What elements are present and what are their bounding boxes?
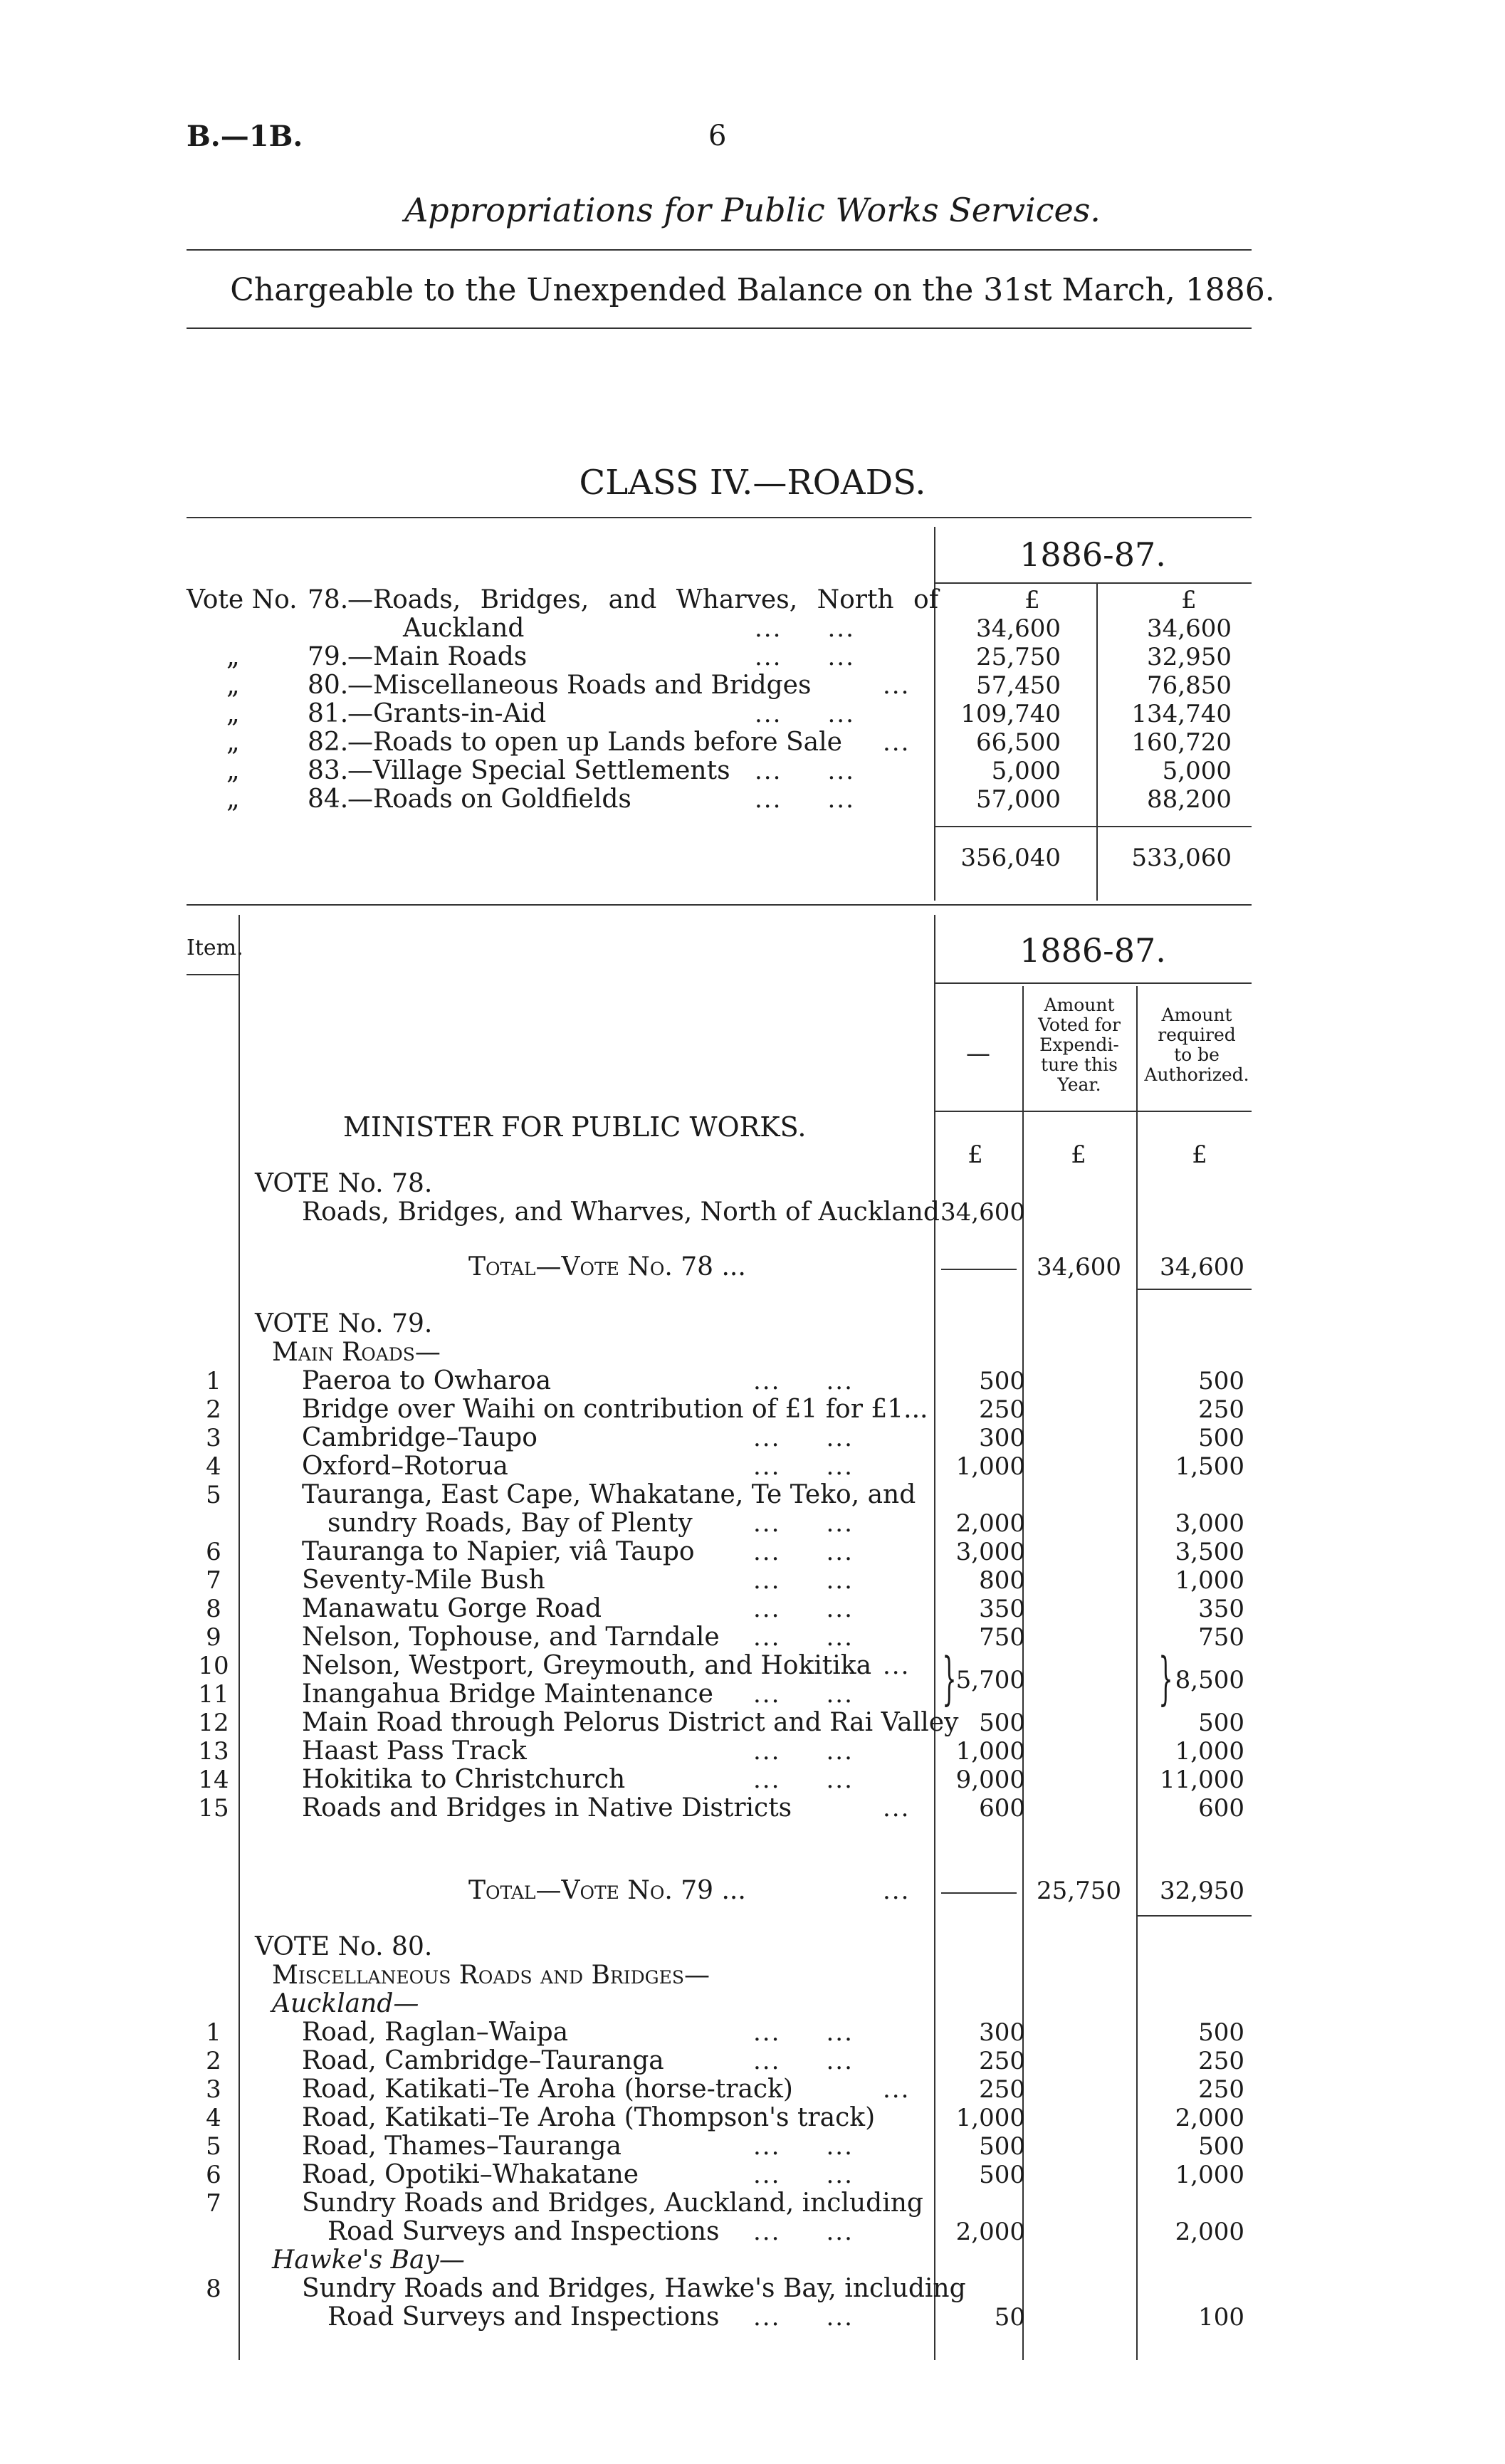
item-required: 3,500 <box>1175 1538 1244 1566</box>
item-required: 250 <box>1198 1395 1244 1424</box>
item-number: 7 <box>206 1566 221 1595</box>
leader-dots: ... ... <box>753 1538 854 1566</box>
leader-dots: ... <box>883 671 911 700</box>
col2-header-line: Amount <box>1044 995 1115 1015</box>
item-amount: 500 <box>979 1367 1025 1395</box>
item-required: 500 <box>1198 1367 1244 1395</box>
vote78-total-voted: 34,600 <box>1037 1253 1121 1281</box>
leader-dots: ... <box>883 1794 911 1823</box>
item-number: 8 <box>206 1595 221 1623</box>
item-required: 1,500 <box>1175 1452 1244 1481</box>
leader-dots: ... ... <box>753 1367 854 1395</box>
summary-vote-no: 81. <box>308 699 349 728</box>
currency-col1: £ <box>968 1141 983 1169</box>
summary-vote-label: —Roads on Goldfields <box>347 785 631 814</box>
col3-header-line: to be <box>1174 1044 1220 1065</box>
item-text: Road, Raglan–Waipa <box>302 2018 569 2047</box>
bracket-brace: } <box>942 1645 957 1711</box>
ditto-mark: „ <box>226 785 240 814</box>
leader-dots: ... ... <box>753 2018 854 2047</box>
item-amount: 1,000 <box>955 1737 1025 1766</box>
page-number: 6 <box>708 120 727 152</box>
vote79-total-required: 32,950 <box>1160 1877 1244 1905</box>
item-number: 13 <box>198 1737 229 1766</box>
item-text: Seventy-Mile Bush <box>302 1566 545 1595</box>
item-required: 750 <box>1198 1623 1244 1652</box>
summary-year-rule <box>934 582 1252 584</box>
item-number: 3 <box>206 2075 221 2104</box>
summary-vote-label: —Roads to open up Lands before Sale <box>347 728 842 757</box>
ditto-mark: „ <box>226 699 240 728</box>
item-required: 100 <box>1198 2303 1244 2332</box>
col2-header-line: Voted for <box>1038 1015 1121 1035</box>
item-number: 6 <box>206 1538 221 1566</box>
summary-amount-b: 134,740 <box>1131 700 1232 728</box>
currency-col2: £ <box>1071 1141 1086 1169</box>
item-required: 350 <box>1198 1595 1244 1623</box>
summary-vote-label: —Village Special Settlements <box>347 756 730 785</box>
vote78-total-label: Total—Vote No. 78 ... <box>468 1252 746 1281</box>
summary-total-a: 356,040 <box>960 844 1061 872</box>
summary-vote-label: —Grants-in-Aid <box>347 699 547 728</box>
item-required: 500 <box>1198 1709 1244 1737</box>
item-number: 8 <box>206 2275 221 2303</box>
item-required: 250 <box>1198 2047 1244 2075</box>
item-number: 11 <box>198 1680 229 1709</box>
summary-amount-a: 57,000 <box>976 785 1061 814</box>
leader-dots: ... ... <box>753 2218 854 2246</box>
vote80-subtitle: Miscellaneous Roads and Bridges— <box>272 1961 710 1990</box>
item-number: 6 <box>206 2161 221 2189</box>
item-number: 7 <box>206 2189 221 2218</box>
leader-dots: ... ... <box>753 1424 854 1452</box>
item-number: 3 <box>206 1424 221 1452</box>
item-text: Main Road through Pelorus District and Rai Valley <box>302 1708 959 1737</box>
summary-amount-a: 5,000 <box>991 757 1061 785</box>
summary-currency-a: £ <box>1024 586 1040 614</box>
item-text: Oxford–Rotorua <box>302 1452 508 1481</box>
item-number: 15 <box>198 1794 229 1823</box>
summary-amount-b: 34,600 <box>1147 614 1232 643</box>
leader-dots: ... ... <box>755 785 855 814</box>
item-text: Hokitika to Christchurch <box>302 1765 626 1794</box>
summary-amount-a: 25,750 <box>976 643 1061 671</box>
item-number: 5 <box>206 1481 221 1509</box>
item-text: Paeroa to Owharoa <box>302 1366 552 1395</box>
item-required: 8,500 <box>1175 1666 1244 1694</box>
subtitle-rule <box>187 327 1252 329</box>
leader-dots: ... ... <box>753 2161 854 2189</box>
summary-total-b: 533,060 <box>1131 844 1232 872</box>
summary-amount-a: 109,740 <box>960 700 1061 728</box>
item-col-divider <box>238 915 240 2360</box>
item-text: Nelson, Westport, Greymouth, and Hokitika <box>302 1651 872 1680</box>
item-number: 5 <box>206 2132 221 2161</box>
col3-header-line: required <box>1158 1024 1236 1045</box>
summary-amount-b: 88,200 <box>1147 785 1232 814</box>
item-required: 250 <box>1198 2075 1244 2104</box>
leader-dots: ... ... <box>753 1509 854 1538</box>
item-text: Road, Katikati–Te Aroha (Thompson's track) <box>302 2103 876 2132</box>
summary-prefix: Vote No. <box>187 585 298 614</box>
item-text: Haast Pass Track <box>302 1736 527 1766</box>
item-amount: 500 <box>979 2132 1025 2161</box>
summary-vote-no: 82. <box>308 728 349 757</box>
ditto-mark: „ <box>226 642 240 671</box>
dash-rule <box>941 1269 1017 1270</box>
item-amount: 1,000 <box>955 2104 1025 2132</box>
item-number: 10 <box>198 1652 229 1680</box>
leader-dots: ... <box>883 2075 911 2104</box>
page-title: Appropriations for Public Works Services. <box>404 191 1101 229</box>
summary-vote-no: 78. <box>308 585 349 614</box>
vote78-title: VOTE No. 78. <box>255 1169 433 1198</box>
title-rule <box>187 249 1252 251</box>
summary-vote-label: —Miscellaneous Roads and Bridges <box>347 671 812 700</box>
detail-year-rule <box>934 982 1252 984</box>
page-reference: B.—1B. <box>187 120 303 153</box>
item-text: Road, Thames–Tauranga <box>302 2132 622 2161</box>
vote79-total-label: Total—Vote No. 79 ... <box>468 1876 746 1905</box>
region-heading: Auckland— <box>272 1989 419 2018</box>
item-amount: 600 <box>979 1794 1025 1823</box>
summary-vote-label: —Main Roads <box>347 642 528 671</box>
vote78-total-required: 34,600 <box>1160 1253 1244 1281</box>
summary-amount-a: 57,450 <box>976 671 1061 700</box>
item-text: Cambridge–Taupo <box>302 1423 538 1452</box>
item-amount: 2,000 <box>955 1509 1025 1538</box>
dash-rule <box>941 1892 1017 1894</box>
summary-vote-no: 79. <box>308 642 349 671</box>
item-amount: 1,000 <box>955 1452 1025 1481</box>
summary-year: 1886-87. <box>1019 535 1166 574</box>
item-required: 3,000 <box>1175 1509 1244 1538</box>
col1-header: — <box>966 1039 990 1068</box>
col3-header-line: Authorized. <box>1144 1064 1249 1085</box>
class-heading: CLASS IV.—ROADS. <box>579 463 926 503</box>
summary-vote-no: 83. <box>308 756 349 785</box>
item-required: 600 <box>1198 1794 1244 1823</box>
item-header: Item. <box>187 935 243 960</box>
minister-heading: MINISTER FOR PUBLIC WORKS. <box>343 1111 807 1143</box>
leader-dots: ... <box>883 728 911 757</box>
summary-amount-a: 34,600 <box>976 614 1061 643</box>
item-number: 1 <box>206 2018 221 2047</box>
col2-header-line: ture this <box>1041 1054 1118 1075</box>
summary-vote-label: —Roads, Bridges, and Wharves, North of <box>347 585 939 614</box>
col-header-rule <box>934 1111 1252 1112</box>
item-number: 9 <box>206 1623 221 1652</box>
page-subtitle: Chargeable to the Unexpended Balance on the 31st March, 1886. <box>230 272 1275 308</box>
vote78-line: Roads, Bridges, and Wharves, North of Auckland <box>302 1197 940 1227</box>
item-header-rule <box>187 974 238 975</box>
leader-dots: ... ... <box>753 2047 854 2075</box>
summary-amount-b: 76,850 <box>1147 671 1232 700</box>
item-amount: 2,000 <box>955 2218 1025 2246</box>
item-number: 4 <box>206 2104 221 2132</box>
item-number: 12 <box>198 1709 229 1737</box>
summary-amount-a: 66,500 <box>976 728 1061 757</box>
item-text: Roads and Bridges in Native Districts <box>302 1793 792 1823</box>
item-required: 11,000 <box>1160 1766 1244 1794</box>
item-text: Road, Cambridge–Tauranga <box>302 2046 664 2075</box>
item-amount: 750 <box>979 1623 1025 1652</box>
item-text: Sundry Roads and Bridges, Auckland, including <box>302 2188 923 2218</box>
col2-header <box>1022 995 1136 1095</box>
summary-amount-b: 160,720 <box>1131 728 1232 757</box>
leader-dots: ... ... <box>755 614 855 643</box>
col2-header-line: Year. <box>1057 1074 1101 1095</box>
item-required: 500 <box>1198 2018 1244 2047</box>
vote79-title: VOTE No. 79. <box>255 1309 433 1338</box>
ditto-mark: „ <box>226 671 240 700</box>
item-amount: 50 <box>994 2303 1025 2332</box>
summary-currency-b: £ <box>1181 586 1197 614</box>
col3-header <box>1136 1005 1257 1085</box>
item-number: 1 <box>206 1367 221 1395</box>
bracket-brace: } <box>1158 1645 1173 1711</box>
leader-dots: ... ... <box>755 643 855 671</box>
item-amount: 500 <box>979 2161 1025 2189</box>
vote80-title: VOTE No. 80. <box>255 1932 433 1961</box>
leader-dots: ... ... <box>753 1737 854 1766</box>
summary-amount-b: 32,950 <box>1147 643 1232 671</box>
item-amount: 250 <box>979 2075 1025 2104</box>
col3-header-line: Amount <box>1161 1005 1232 1025</box>
summary-total-rule <box>934 826 1252 827</box>
detail-top-rule <box>187 904 1252 906</box>
item-text: Nelson, Tophouse, and Tarndale <box>302 1622 720 1652</box>
item-amount: 300 <box>979 2018 1025 2047</box>
item-required: 1,000 <box>1175 1566 1244 1595</box>
item-amount: 500 <box>979 1709 1025 1737</box>
item-text-cont: sundry Roads, Bay of Plenty <box>327 1509 693 1538</box>
item-text: Sundry Roads and Bridges, Hawke's Bay, including <box>302 2274 966 2303</box>
col3-underline <box>1138 1915 1252 1917</box>
item-required: 1,000 <box>1175 2161 1244 2189</box>
leader-dots: ... ... <box>753 1680 854 1709</box>
leader-dots: ... ... <box>753 1595 854 1623</box>
item-text-cont: Road Surveys and Inspections <box>327 2302 720 2332</box>
region-heading: Hawke's Bay— <box>272 2245 465 2275</box>
item-number: 2 <box>206 1395 221 1424</box>
item-text: Road, Katikati–Te Aroha (horse-track) <box>302 2075 793 2104</box>
item-text: Bridge over Waihi on contribution of £1 for £1... <box>302 1395 928 1424</box>
item-text: Tauranga to Napier, viâ Taupo <box>302 1537 695 1566</box>
item-amount: 250 <box>979 1395 1025 1424</box>
summary-vote-no: 80. <box>308 671 349 700</box>
item-text-cont: Road Surveys and Inspections <box>327 2217 720 2246</box>
item-required: 500 <box>1198 2132 1244 2161</box>
item-amount: 9,000 <box>955 1766 1025 1794</box>
leader-dots: ... ... <box>753 1766 854 1794</box>
leader-dots: ... ... <box>753 1566 854 1595</box>
detail-year: 1886-87. <box>1019 931 1166 970</box>
leader-dots: ... ... <box>753 2303 854 2332</box>
item-number: 2 <box>206 2047 221 2075</box>
ditto-mark: „ <box>226 756 240 785</box>
leader-dots: ... ... <box>753 1452 854 1481</box>
item-number: 4 <box>206 1452 221 1481</box>
leader-dots: ... <box>883 1652 911 1680</box>
item-text: Manawatu Gorge Road <box>302 1594 602 1623</box>
leader-dots: ... ... <box>755 700 855 728</box>
item-required: 1,000 <box>1175 1737 1244 1766</box>
item-amount: 300 <box>979 1424 1025 1452</box>
col2-header-line: Expendi- <box>1039 1034 1119 1055</box>
item-amount: 3,000 <box>955 1538 1025 1566</box>
summary-amount-b: 5,000 <box>1162 757 1232 785</box>
leader-dots: ... <box>883 1877 911 1905</box>
ditto-mark: „ <box>226 728 240 757</box>
item-required: 2,000 <box>1175 2104 1244 2132</box>
vote79-total-voted: 25,750 <box>1037 1877 1121 1905</box>
item-required: 500 <box>1198 1424 1244 1452</box>
leader-dots: ... ... <box>753 2132 854 2161</box>
currency-col3: £ <box>1192 1141 1207 1169</box>
leader-dots: ... ... <box>753 1623 854 1652</box>
col3-underline <box>1138 1289 1252 1290</box>
vote78-amount: 34,600 <box>940 1198 1025 1227</box>
item-amount: 5,700 <box>955 1666 1025 1694</box>
summary-top-rule <box>187 517 1252 518</box>
summary-vote-no: 84. <box>308 785 349 814</box>
item-amount: 800 <box>979 1566 1025 1595</box>
item-text: Tauranga, East Cape, Whakatane, Te Teko, and <box>302 1480 916 1509</box>
item-amount: 250 <box>979 2047 1025 2075</box>
item-amount: 350 <box>979 1595 1025 1623</box>
item-text: Inangahua Bridge Maintenance <box>302 1679 713 1709</box>
summary-vote-label: Auckland <box>403 614 525 643</box>
item-required: 2,000 <box>1175 2218 1244 2246</box>
vote79-subtitle: Main Roads— <box>272 1338 441 1367</box>
item-text: Road, Opotiki–Whakatane <box>302 2160 639 2189</box>
item-number: 14 <box>198 1766 229 1794</box>
leader-dots: ... ... <box>755 757 855 785</box>
